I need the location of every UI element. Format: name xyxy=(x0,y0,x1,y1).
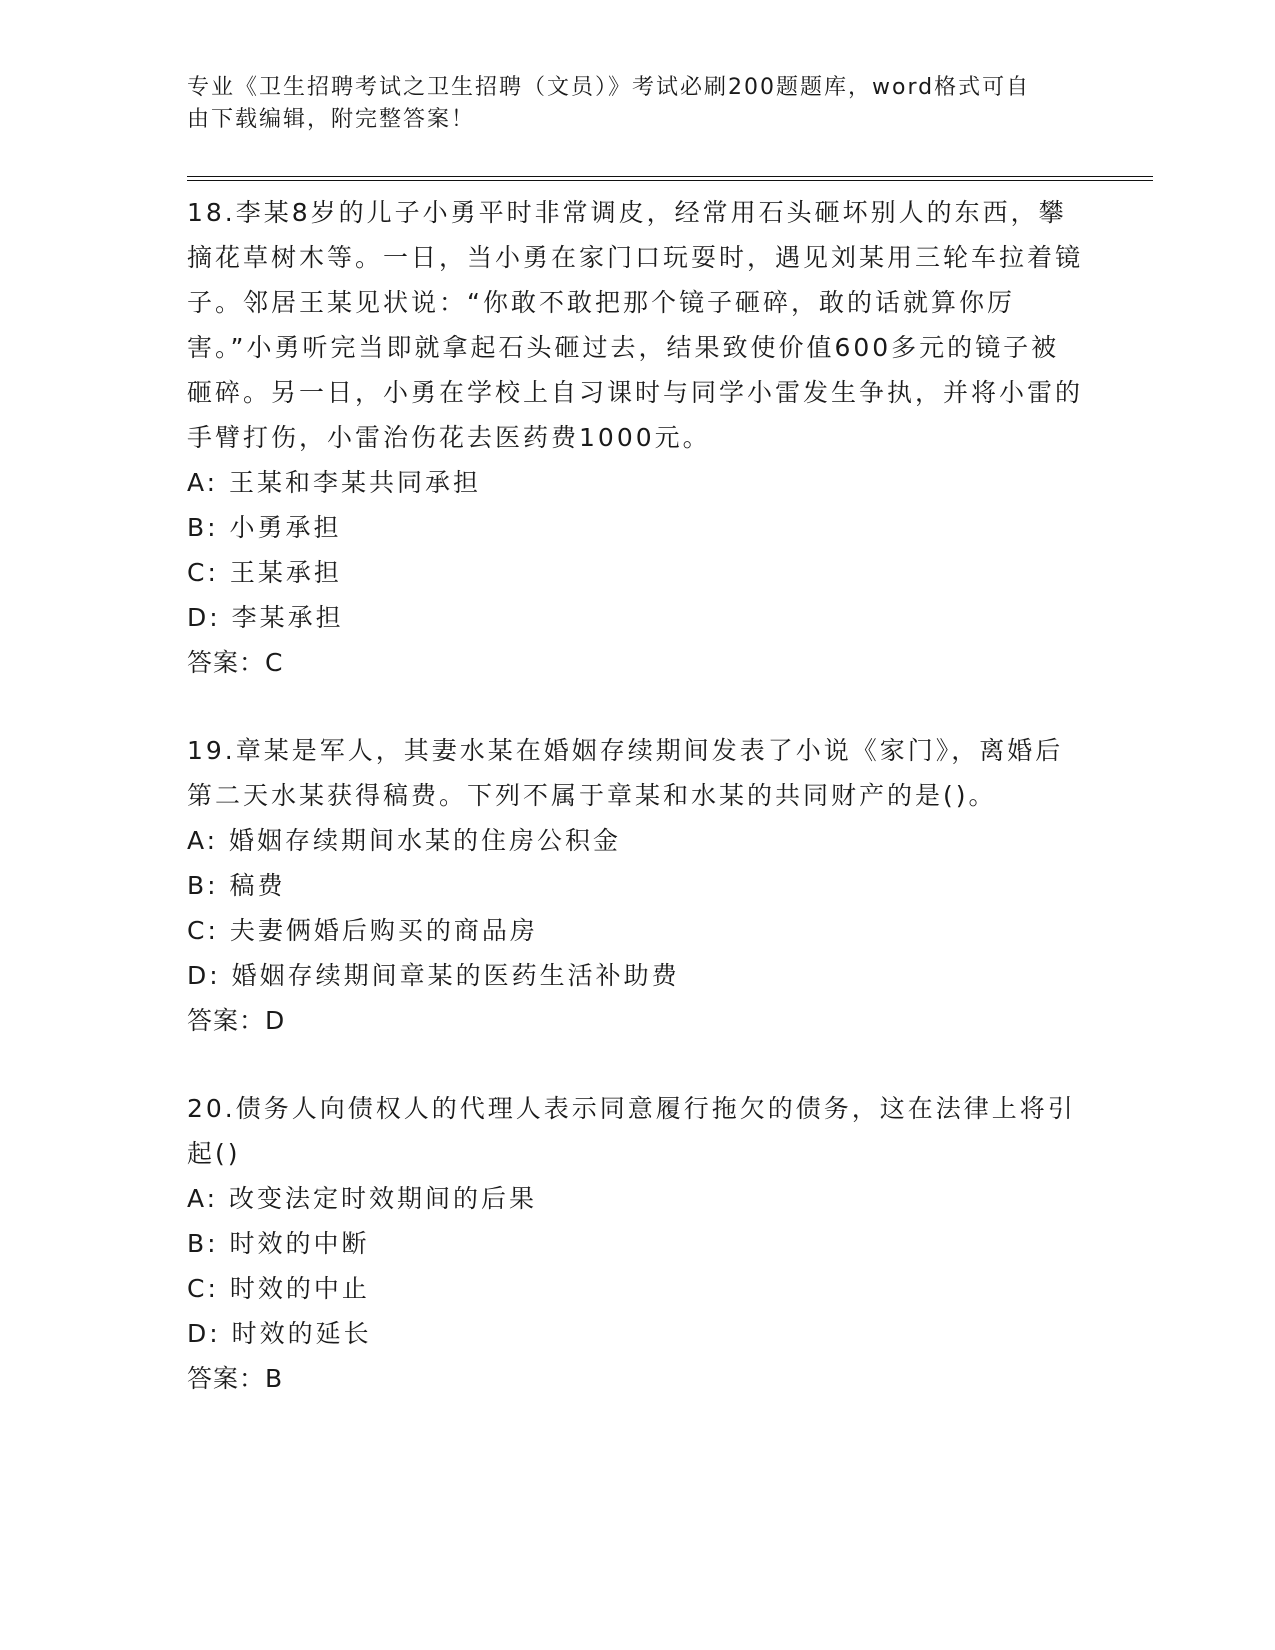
option-d: D: 婚姻存续期间章某的医药生活补助费 xyxy=(187,961,680,990)
option-a: A: 王某和李某共同承担 xyxy=(187,468,482,497)
option-c: C: 时效的中止 xyxy=(187,1274,370,1303)
option-b: B: 稿费 xyxy=(187,871,286,900)
option-b: B: 时效的中断 xyxy=(187,1229,370,1258)
question-stem: 20.债务人向债权人的代理人表示同意履行拖欠的债务，这在法律上将引起() xyxy=(187,1094,1076,1168)
option-a: A: 改变法定时效期间的后果 xyxy=(187,1184,538,1213)
question-list xyxy=(187,190,1087,1401)
option-d: D: 李某承担 xyxy=(187,603,344,632)
header-double-rule xyxy=(187,176,1153,181)
question-18 xyxy=(187,190,1087,685)
option-b: B: 小勇承担 xyxy=(187,513,342,542)
option-c: C: 王某承担 xyxy=(187,558,342,587)
question-19 xyxy=(187,728,1087,1043)
option-a: A: 婚姻存续期间水某的住房公积金 xyxy=(187,826,622,855)
header-line-1: 专业《卫生招聘考试之卫生招聘（文员）》考试必刷200题题库，word格式可自 xyxy=(187,75,1031,100)
answer: 答案：D xyxy=(187,1006,286,1035)
question-stem: 19.章某是军人，其妻水某在婚姻存续期间发表了小说《家门》，离婚后第二天水某获得稿费。下列不属于章某和水某的共同财产的是()。 xyxy=(187,736,1064,810)
option-d: D: 时效的延长 xyxy=(187,1319,372,1348)
answer: 答案：B xyxy=(187,1364,284,1393)
question-20 xyxy=(187,1086,1087,1401)
option-c: C: 夫妻俩婚后购买的商品房 xyxy=(187,916,538,945)
answer: 答案：C xyxy=(187,648,284,677)
header-line-2: 由下载编辑，附完整答案！ xyxy=(187,107,476,132)
document-header xyxy=(187,72,1067,136)
question-stem: 18.李某8岁的儿子小勇平时非常调皮，经常用石头砸坏别人的东西，攀摘花草树木等。一日，当小勇在家门口玩耍时，遇见刘某用三轮车拉着镜子。邻居王某见状说：“你敢不敢把那个镜子砸碎，敢的话就算你厉害。”小勇听完当即就拿起石头砸过去，结果致使价值600多元的镜子被砸碎。另一日，小勇在学校上自习课时与同学小雷发生争执，并将小雷的手臂打伤，小雷治伤花去医药费1000元。 xyxy=(187,198,1084,452)
